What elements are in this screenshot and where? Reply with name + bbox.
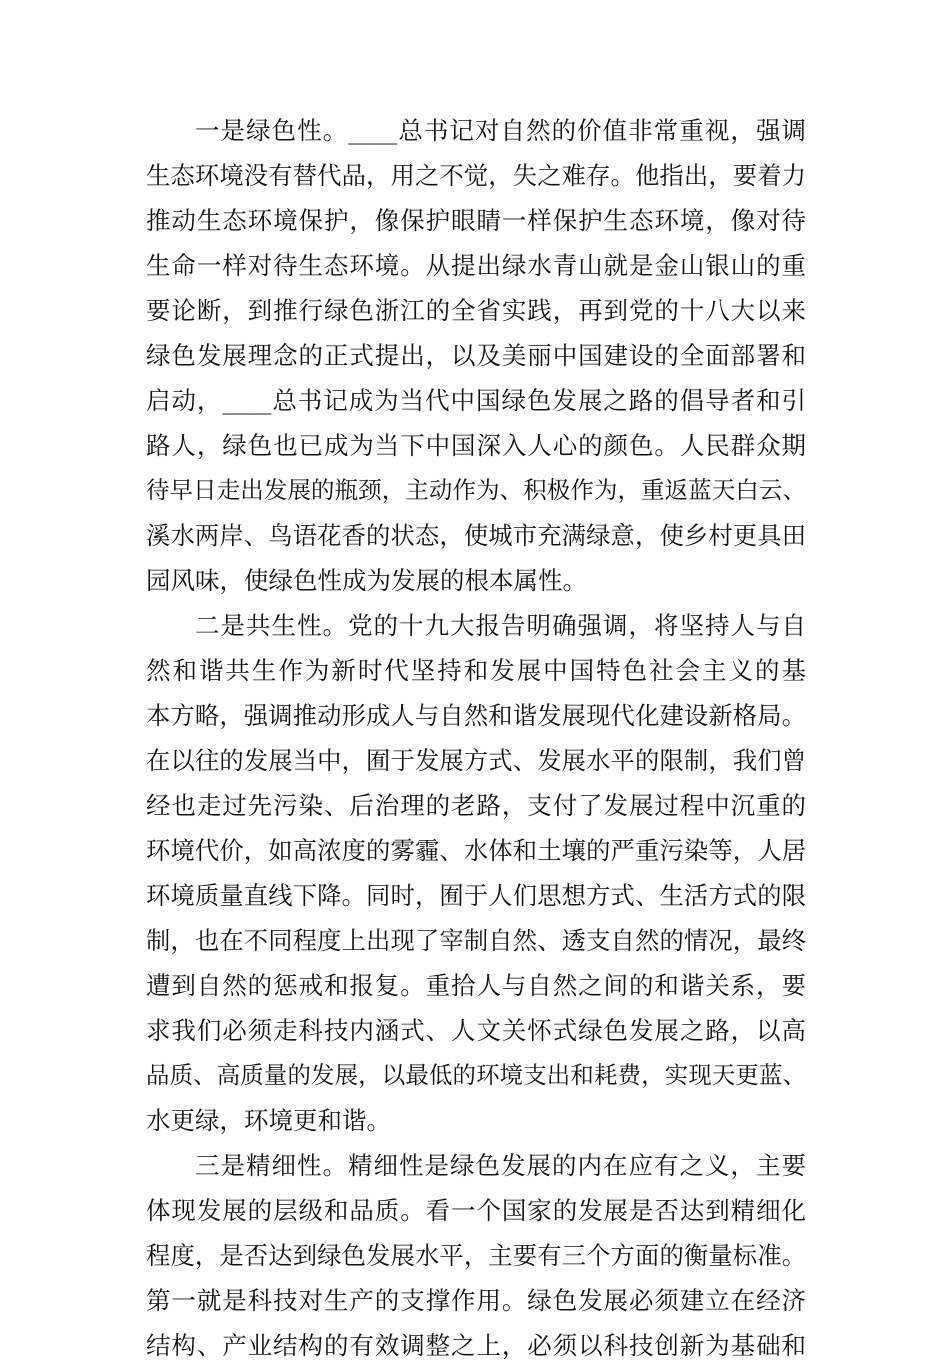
text-line: 结构、产业结构的有效调整之上，必须以科技创新为基础和 (146, 1331, 806, 1360)
text-line: 路人，绿色也已成为当下中国深入人心的颜色。人民群众期 (146, 431, 806, 460)
paragraph-refinement (146, 1143, 806, 1368)
text-line: 一是绿色性。____总书记对自然的价值非常重视，强调 (195, 116, 806, 145)
paragraph-symbiosis (146, 603, 806, 1143)
text-line: 第一就是科技对生产的支撑作用。绿色发展必须建立在经济 (146, 1286, 806, 1315)
text-line: 三是精细性。精细性是绿色发展的内在应有之义，主要 (195, 1151, 806, 1180)
text-line: 要论断，到推行绿色浙江的全省实践，再到党的十八大以来 (146, 296, 806, 325)
text-line: 待早日走出发展的瓶颈，主动作为、积极作为，重返蓝天白云、 (146, 476, 806, 504)
text-line: 绿色发展理念的正式提出，以及美丽中国建设的全面部署和 (146, 341, 806, 370)
text-line: 在以往的发展当中，囿于发展方式、发展水平的限制，我们曾 (146, 746, 806, 775)
text-line: 生命一样对待生态环境。从提出绿水青山就是金山银山的重 (146, 251, 806, 280)
text-line: 制，也在不同程度上出现了宰制自然、透支自然的情况，最终 (146, 926, 806, 955)
text-line: 推动生态环境保护，像保护眼睛一样保护生态环境，像对待 (146, 206, 806, 235)
text-line: 求我们必须走科技内涵式、人文关怀式绿色发展之路，以高 (146, 1016, 806, 1045)
text-line: 然和谐共生作为新时代坚持和发展中国特色社会主义的基 (146, 656, 806, 685)
text-line: 生态环境没有替代品，用之不觉，失之难存。他指出，要着力 (146, 161, 806, 190)
text-line: 经也走过先污染、后治理的老路，支付了发展过程中沉重的 (146, 791, 806, 820)
text-line: 启动，____总书记成为当代中国绿色发展之路的倡导者和引 (146, 386, 806, 415)
text-line: 环境代价，如高浓度的雾霾、水体和土壤的严重污染等，人居 (146, 836, 806, 865)
text-line: 环境质量直线下降。同时，囿于人们思想方式、生活方式的限 (146, 881, 806, 910)
text-line: 遭到自然的惩戒和报复。重拾人与自然之间的和谐关系，要 (146, 971, 806, 1000)
document-page (146, 108, 806, 1368)
text-line: 品质、高质量的发展，以最低的环境支出和耗费，实现天更蓝、 (146, 1061, 806, 1089)
text-line: 二是共生性。党的十九大报告明确强调，将坚持人与自 (195, 611, 806, 640)
paragraph-green (146, 108, 806, 603)
text-line: 程度，是否达到绿色发展水平，主要有三个方面的衡量标准。 (146, 1241, 806, 1270)
text-line: 园风味，使绿色性成为发展的根本属性。 (146, 566, 587, 595)
text-line: 水更绿，环境更和谐。 (146, 1106, 391, 1135)
text-line: 体现发展的层级和品质。看一个国家的发展是否达到精细化 (146, 1196, 806, 1225)
text-line: 本方略，强调推动形成人与自然和谐发展现代化建设新格局。 (146, 701, 806, 730)
text-line: 溪水两岸、鸟语花香的状态，使城市充满绿意，使乡村更具田 (146, 521, 806, 550)
